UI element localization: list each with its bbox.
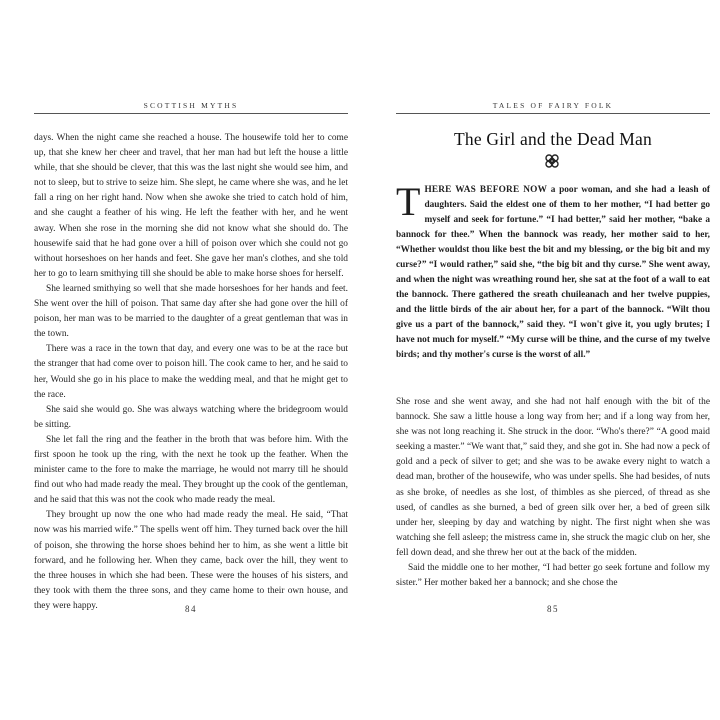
left-page-body xyxy=(34,131,348,614)
paragraph: There was a race in the town that day, and every one was to be at the race but the stranger that had come over to poison hill. The cook came to her, and he said to her, Would she go in his place to make the wedding meal, and that he might get to the race. xyxy=(34,344,348,400)
page-number-left: 84 xyxy=(185,604,197,614)
chapter-opening xyxy=(396,179,710,363)
running-head-left: SCOTTISH MYTHS xyxy=(143,101,239,110)
drop-cap: T xyxy=(396,179,421,224)
header-rule-left xyxy=(34,113,348,114)
paragraph: She learned smithying so well that she made horseshoes for her hands and feet. She went over the hill of poison. That same day after she had gone over the hill of poison, her man was to be married to the daughter of a great gentleman that was in the town. xyxy=(34,283,348,340)
paragraph: Said the middle one to her mother, “I had better go seek fortune and follow my sister.” Her mother baked her a bannock; and she chose the xyxy=(396,563,710,589)
page-number-right: 85 xyxy=(547,604,559,614)
opening-text: a poor woman, and she had a leash of daughters. Said the eldest one of them to her mother, “I had better go myself and seek for fortune.” “I had better,” said her mother, “bake a bannock for thee.” When the bannock was ready, her mother said to her, “Whether wouldst thou like best the bit and my blessing, or the big bit and my curse?” “I would rather,” said she, “the big bit and thy curse.” She went away, and when the night was wreathing round her, she sat at the foot of a wall to eat the bannock. There gathered the sreath chuileanach and her twelve puppies, and the little birds of the air about her, for a part of the bannock. “Wilt thou give us a part of the bannock,” said they. “I won't give it, you ugly brutes; I have not much for myself.” “My curse will be thine, and the curse of my twelve birds; and thy mother's curse is the worst of all.” xyxy=(396,185,710,360)
celtic-knot-icon xyxy=(544,153,560,169)
paragraph: They brought up now the one who had made ready the meal. He said, “That now was his married wife.” The spells went off him. They turned back over the hill of poison, she throwing the horse shoes behind her to him, as she went a little bit forward, and he following her. When they came, back over the hill, they went to the three houses in which she had been. These were the houses of his sisters, and they took with them the three sons, and they came home to their own house, and they were happy. xyxy=(34,510,348,611)
opening-smallcaps: HERE WAS BEFORE NOW xyxy=(424,185,548,195)
right-page xyxy=(396,0,710,720)
running-head-right: TALES OF FAIRY FOLK xyxy=(492,101,614,110)
paragraph: She said she would go. She was always watching where the bridegroom would be sitting. xyxy=(34,404,348,430)
header-rule-right xyxy=(396,113,710,114)
paragraph: She let fall the ring and the feather in the broth that was before him. With the first spoon he took up the ring, with the next he took up the feather. When the minister came to the fore to make the marriage, he would not marry till he should find out who had made ready the meal. They brought up the cook of the gentleman, and he said that this was not the cook who made ready the meal. xyxy=(34,434,348,506)
paragraph: She rose and she went away, and she had not half enough with the bit of the bannock. She saw a little house a long way from her; and if a long way from her, she was not long reaching it. She struck in the door. “Who's there?” “A good maid seeking a master.” “We want that,” said they, and she got in. She had now a peck of gold and a peck of silver to get; and she was to be awake every night to watch a dead man, brother of the housewife, who was under spells. She had besides, of nuts as she broke, of needles as she lost, of thimbles as she pierced, of thread as she used, of candles as she burned, a bed of green silk over her, a bed of green silk under her, sleeping by day and watching by night. The first night when she was watching she fell asleep; the mistress came in, she struck the magic club on her, she fell down dead, and she threw her out at the back of the midden. xyxy=(396,397,710,558)
paragraph: days. When the night came she reached a house. The housewife told her to come up, that she knew her cheer and travel, that her man had but left the house a little while, that she should be clever, that this was the last night she would see him, and not to sleep, but to strive to seize him. She slept, he came where she was, and he let fall a ring on her right hand. Now when she awoke she tried to catch hold of him, and she caught a feather of his wing. He left the feather with her, and he went away. When she rose in the morning she did not know what she should do. The housewife said that he had gone over a hill of poison over which she could not go without horseshoes on her hands and feet. She gave her man's clothes, and she told her to go to learn smithying till she should be able to make horse shoes for herself. xyxy=(34,133,348,279)
chapter-title: The Girl and the Dead Man xyxy=(454,129,652,149)
right-page-body xyxy=(396,395,710,591)
left-page xyxy=(34,0,348,720)
